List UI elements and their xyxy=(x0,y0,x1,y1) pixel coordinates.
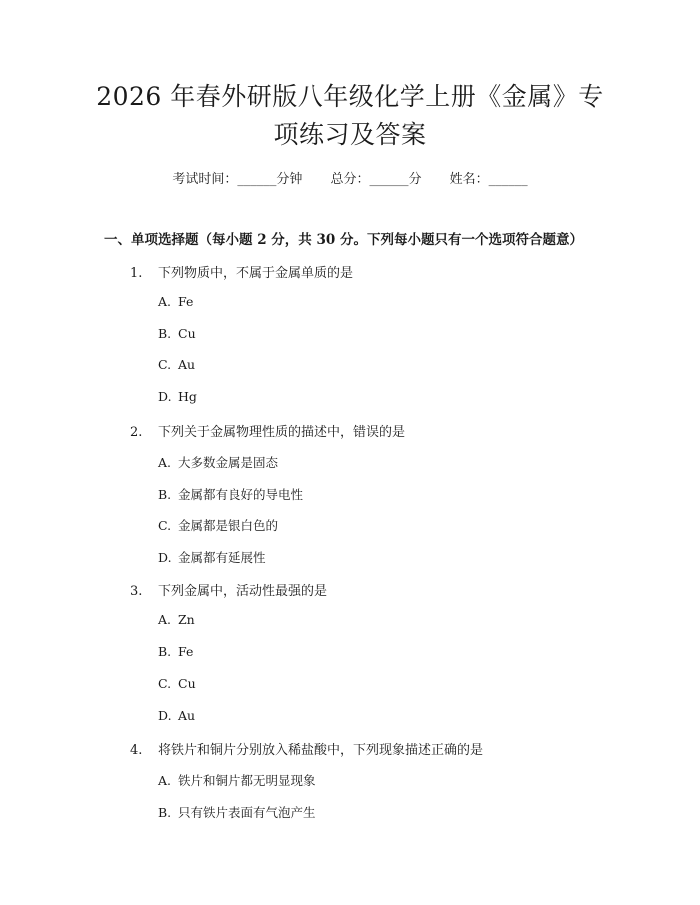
total-score-field: 总分：______分 xyxy=(330,172,422,187)
option-text: 金属都是银白色的 xyxy=(178,518,279,533)
question-1 xyxy=(130,262,353,281)
option-text: Au xyxy=(178,357,196,372)
title-line-2: 项练习及答案 xyxy=(273,120,427,149)
option-text: 金属都有良好的导电性 xyxy=(178,487,304,502)
question-text: 下列关于金属物理性质的描述中，错误的是 xyxy=(158,425,406,440)
option-2c xyxy=(158,516,278,534)
option-1d xyxy=(158,389,197,404)
option-1c xyxy=(158,357,195,372)
option-letter: D. xyxy=(158,389,172,404)
option-2b xyxy=(158,485,303,503)
option-3d xyxy=(158,708,195,723)
question-text: 下列物质中，不属于金属单质的是 xyxy=(158,266,354,281)
option-letter: C. xyxy=(158,518,172,533)
option-4a xyxy=(158,771,316,789)
student-name-field: 姓名：______ xyxy=(449,172,528,187)
option-3b xyxy=(158,644,193,659)
option-1a xyxy=(158,294,193,309)
question-3 xyxy=(130,580,327,599)
option-text: 只有铁片表面有气泡产生 xyxy=(178,805,316,820)
document-title xyxy=(60,78,640,154)
title-line-1: 2026 年春外研版八年级化学上册《金属》专 xyxy=(96,82,604,111)
option-letter: D. xyxy=(158,708,172,723)
option-text: Cu xyxy=(178,326,196,341)
exam-time-field: 考试时间：______分钟 xyxy=(172,172,303,187)
option-1b xyxy=(158,326,196,341)
option-text: Hg xyxy=(178,389,197,404)
option-letter: B. xyxy=(158,487,172,502)
question-text: 将铁片和铜片分别放入稀盐酸中，下列现象描述正确的是 xyxy=(158,743,484,758)
question-number: 3. xyxy=(130,584,143,599)
question-number: 2. xyxy=(130,425,143,440)
question-4 xyxy=(130,739,483,758)
option-text: 大多数金属是固态 xyxy=(178,455,279,470)
option-text: 铁片和铜片都无明显现象 xyxy=(178,773,316,788)
option-text: Cu xyxy=(178,676,196,691)
option-letter: C. xyxy=(158,357,172,372)
question-text: 下列金属中，活动性最强的是 xyxy=(158,584,328,599)
option-3c xyxy=(158,676,196,691)
option-letter: B. xyxy=(158,644,172,659)
option-letter: A. xyxy=(158,294,172,309)
option-letter: C. xyxy=(158,676,172,691)
option-text: 金属都有延展性 xyxy=(178,550,266,565)
option-letter: D. xyxy=(158,550,172,565)
exam-info-line xyxy=(0,168,700,187)
option-letter: A. xyxy=(158,773,172,788)
option-letter: A. xyxy=(158,612,172,627)
option-2d xyxy=(158,548,266,566)
question-number: 4. xyxy=(130,743,143,758)
section-heading: 一、单项选择题（每小题 2 分，共 30 分。下列每小题只有一个选项符合题意） xyxy=(104,232,583,248)
option-4b xyxy=(158,803,316,821)
option-letter: B. xyxy=(158,805,172,820)
option-letter: B. xyxy=(158,326,172,341)
option-3a xyxy=(158,612,195,627)
option-letter: A. xyxy=(158,455,172,470)
question-number: 1. xyxy=(130,266,143,281)
option-text: Fe xyxy=(178,294,194,309)
option-text: Fe xyxy=(178,644,194,659)
option-2a xyxy=(158,453,278,471)
question-2 xyxy=(130,421,405,440)
option-text: Au xyxy=(178,708,196,723)
option-text: Zn xyxy=(178,612,195,627)
